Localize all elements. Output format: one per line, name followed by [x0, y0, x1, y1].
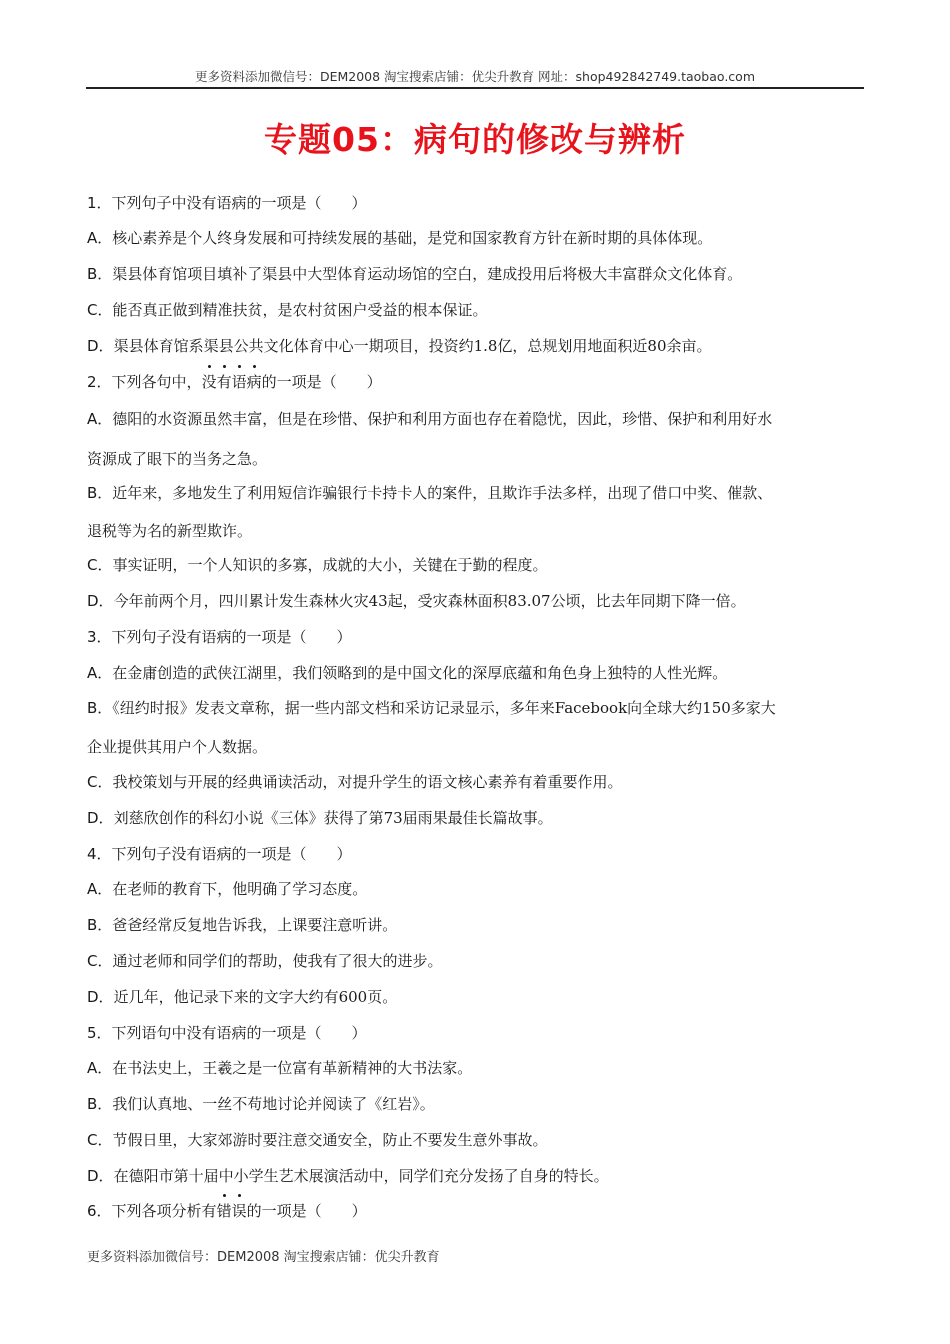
item-label: B． — [87, 1095, 113, 1113]
text-line — [87, 1023, 367, 1043]
line-text: 在金庸创造的武侠江湖里，我们领略到的是中国文化的深厚底蕴和角色身上独特的人性光辉。 — [112, 664, 728, 682]
line-text: 在老师的教育下，他明确了学习态度。 — [112, 880, 368, 898]
emphasis-char: 语 — [231, 373, 247, 391]
line-text: 近年来，多地发生了利用短信诈骗银行卡持卡人的案件，且欺诈手法多样，出现了借口中奖、催款、 — [112, 484, 773, 502]
line-text: 德阳的水资源虽然丰富，但是在珍惜、保护和利用方面也存在着隐忧，因此，珍惜、保护和利用好水 — [112, 410, 773, 428]
text-line — [87, 483, 772, 503]
item-label: C． — [87, 556, 113, 574]
item-label: A． — [87, 880, 113, 898]
item-label: 4． — [87, 845, 112, 863]
line-text: 在德阳市第十届中小学生艺术展演活动中，同学们充分发扬了自身的特长。 — [113, 1167, 609, 1185]
text-line — [87, 264, 742, 284]
text-line — [87, 1166, 609, 1186]
line-text: 今年前两个月，四川累计发生森林火灾43起，受灾森林面积83.07公顷，比去年同期下降一倍。 — [113, 592, 746, 610]
text-line — [87, 300, 488, 320]
item-label: D． — [87, 988, 114, 1006]
text-line — [87, 372, 382, 392]
item-label: 1． — [87, 194, 112, 212]
page-header: 更多资料添加微信号：DEM2008 淘宝搜索店铺：优尖升教育 网址：shop492842749.taobao.com — [194, 69, 756, 84]
item-label: B． — [87, 916, 113, 934]
line-text: 事实证明，一个人知识的多寡，成就的大小，关键在于勤的程度。 — [112, 556, 548, 574]
line-text: 资源成了眼下的当务之急。 — [87, 450, 268, 468]
line-text: 在书法史上，王羲之是一位富有革新精神的大书法家。 — [112, 1059, 473, 1077]
text-line — [87, 844, 352, 864]
item-label: 2． — [87, 373, 112, 391]
line-text: 能否真正做到精准扶贫，是农村贫困户受益的根本保证。 — [112, 301, 488, 319]
text-line — [87, 449, 267, 469]
text-line — [87, 1094, 435, 1114]
line-text: 的一项是（ ） — [246, 1202, 367, 1220]
item-label: A． — [87, 410, 113, 428]
line-text: 下列各项分析有 — [111, 1202, 217, 1220]
item-label: B． — [87, 265, 113, 283]
line-text: 《纽约时报》发表文章称，据一些内部文档和采访记录显示，多年来Facebook向全球大约150多家大 — [112, 699, 776, 717]
item-label: 5． — [87, 1024, 112, 1042]
item-label: 3． — [87, 628, 112, 646]
item-label: C． — [87, 1131, 113, 1149]
emphasis-char: 没 — [201, 373, 217, 391]
item-label: C． — [87, 301, 113, 319]
item-label: A． — [87, 229, 113, 247]
emphasis-char: 有 — [216, 373, 232, 391]
item-label: A． — [87, 1059, 113, 1077]
text-line — [87, 409, 772, 429]
line-text: 的一项是（ ） — [261, 373, 382, 391]
item-label: B． — [87, 699, 113, 717]
line-text: 近几年，他记录下来的文字大约有600页。 — [113, 988, 398, 1006]
line-text: 下列句子没有语病的一项是（ ） — [111, 845, 352, 863]
line-text: 下列语句中没有语病的一项是（ ） — [111, 1024, 367, 1042]
text-line — [87, 951, 443, 971]
emphasis-char: 误 — [231, 1202, 247, 1220]
text-line — [87, 1058, 472, 1078]
item-label: D． — [87, 1167, 114, 1185]
text-line — [87, 987, 397, 1007]
text-line — [87, 808, 553, 828]
item-label: 6． — [87, 1202, 112, 1220]
text-line — [87, 336, 712, 356]
item-label: D． — [87, 337, 114, 355]
text-line — [87, 1201, 367, 1221]
text-line — [87, 915, 397, 935]
line-text: 下列句子中没有语病的一项是（ ） — [111, 194, 367, 212]
text-line — [87, 879, 367, 899]
page-footer: 更多资料添加微信号：DEM2008 淘宝搜索店铺：优尖升教育 — [87, 1250, 440, 1265]
text-line — [87, 698, 776, 718]
text-line — [87, 627, 352, 647]
line-text: 我校策划与开展的经典诵读活动，对提升学生的语文核心素养有着重要作用。 — [112, 773, 623, 791]
header-divider — [86, 87, 864, 89]
item-label: D． — [87, 809, 114, 827]
line-text: 爸爸经常反复地告诉我，上课要注意听讲。 — [112, 916, 398, 934]
text-line — [87, 772, 623, 792]
line-text: 企业提供其用户个人数据。 — [87, 738, 268, 756]
line-text: 通过老师和同学们的帮助，使我有了很大的进步。 — [112, 952, 443, 970]
text-line — [87, 1130, 548, 1150]
line-text: 节假日里，大家郊游时要注意交通安全，防止不要发生意外事故。 — [112, 1131, 548, 1149]
text-line — [87, 663, 727, 683]
item-label: B． — [87, 484, 113, 502]
line-text: 退税等为名的新型欺诈。 — [87, 522, 253, 540]
line-text: 下列句子没有语病的一项是（ ） — [111, 628, 352, 646]
line-text: 刘慈欣创作的科幻小说《三体》获得了第73届雨果最佳长篇故事。 — [113, 809, 553, 827]
line-text: 渠县体育馆系渠县公共文化体育中心一期项目，投资约1.8亿，总规划用地面积近80余亩。 — [113, 337, 712, 355]
line-text: 渠县体育馆项目填补了渠县中大型体育运动场馆的空白，建成投用后将极大丰富群众文化体育。 — [112, 265, 743, 283]
text-line — [87, 737, 267, 757]
text-line — [87, 193, 367, 213]
text-line — [87, 228, 712, 248]
emphasis-char: 病 — [246, 373, 262, 391]
text-line — [87, 555, 548, 575]
line-text: 我们认真地、一丝不苟地讨论并阅读了《红岩》。 — [112, 1095, 435, 1113]
emphasis-char: 错 — [216, 1202, 232, 1220]
item-label: C． — [87, 952, 113, 970]
line-text: 下列各句中， — [111, 373, 202, 391]
item-label: D． — [87, 592, 114, 610]
line-text: 核心素养是个人终身发展和可持续发展的基础，是党和国家教育方针在新时期的具体体现。 — [112, 229, 713, 247]
text-line — [87, 521, 252, 541]
page-title: 专题05：病句的修改与辨析 — [264, 120, 686, 159]
item-label: C． — [87, 773, 113, 791]
item-label: A． — [87, 664, 113, 682]
text-line — [87, 591, 746, 611]
